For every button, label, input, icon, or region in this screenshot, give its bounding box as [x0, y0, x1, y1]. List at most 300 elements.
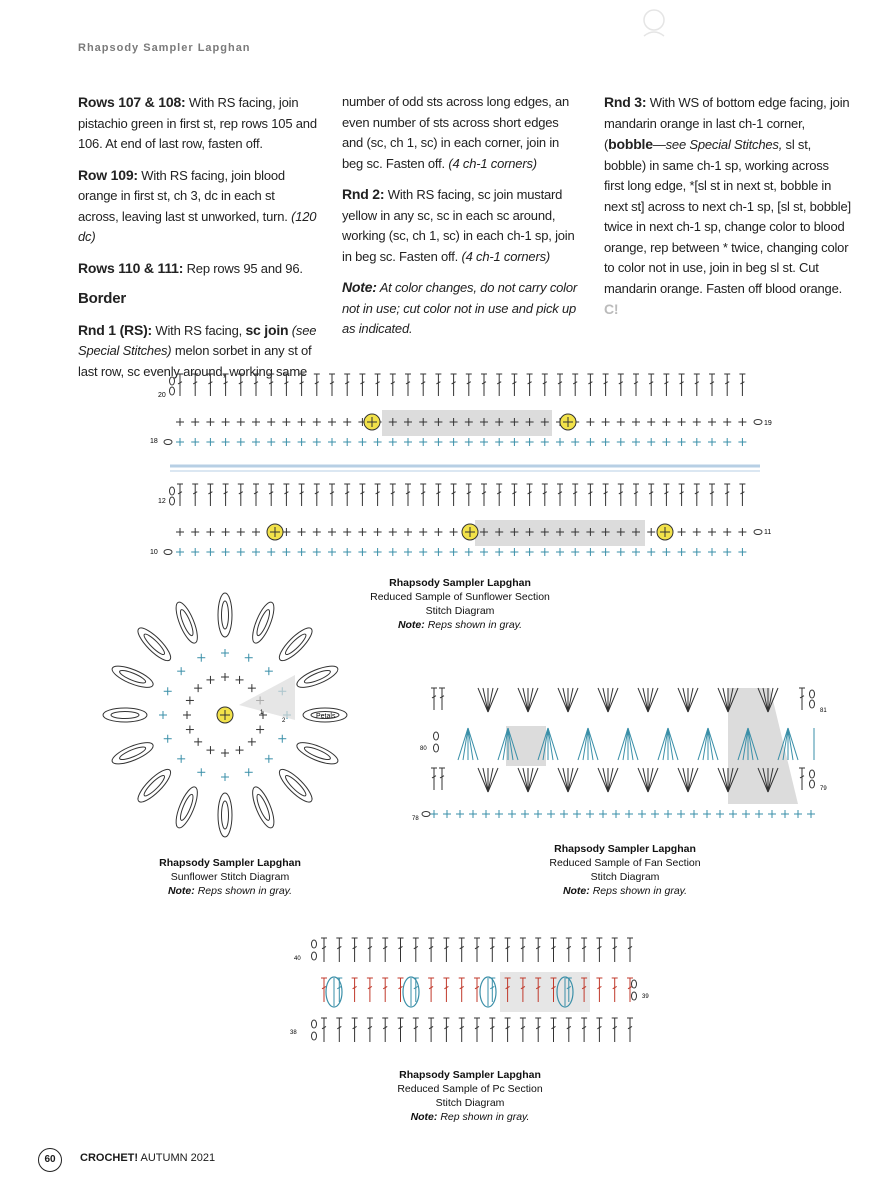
dc-symbol	[321, 1018, 327, 1042]
dc-symbol	[663, 374, 669, 396]
dc-symbol	[405, 484, 411, 506]
sc-symbol	[677, 810, 685, 818]
fan-stitch	[668, 728, 673, 760]
sc-symbol	[617, 418, 625, 426]
chain-symbol	[110, 738, 156, 768]
sc-symbol	[693, 418, 701, 426]
sc-symbol	[176, 438, 184, 446]
dc-symbol	[344, 374, 350, 396]
dc-symbol	[724, 374, 730, 396]
dc-symbol	[428, 978, 434, 1002]
fan-stitch	[708, 728, 718, 760]
dc-symbol	[439, 688, 445, 710]
dc-symbol	[542, 484, 548, 506]
caption-note-label: Note:	[397, 619, 425, 631]
rnd-3-text-b: sl st, bobble) in same ch-1 sp, working across first long edge, *[sl st in next st, bobble in next st] across to next ch-1 sp, [sl st, bobble] twice in next ch-1 sp, change color to blood orange, rep between * twice, changing color to color not in use, join in beg sl st. Cut mandarin orange. Fasten off blood orange.	[604, 137, 851, 296]
sc-symbol	[556, 548, 564, 556]
sc-symbol	[191, 438, 199, 446]
sc-symbol	[191, 528, 199, 536]
chain-symbol	[255, 793, 272, 822]
dc-symbol	[268, 374, 274, 396]
dc-symbol	[238, 484, 244, 506]
sc-symbol	[625, 810, 633, 818]
sc-symbol	[236, 746, 244, 754]
sc-symbol	[495, 438, 503, 446]
dc-symbol	[648, 484, 654, 506]
sc-symbol	[343, 418, 351, 426]
pc-section-caption	[360, 1068, 580, 1124]
chain-symbol	[248, 784, 278, 830]
chain-symbol	[632, 980, 637, 988]
sc-symbol	[708, 528, 716, 536]
chain-symbol	[178, 793, 195, 822]
sc-symbol	[221, 773, 229, 781]
dc-symbol	[352, 978, 358, 1002]
dc-symbol	[709, 484, 715, 506]
chain-symbol	[218, 593, 232, 637]
sc-symbol	[690, 810, 698, 818]
end-mark: C!	[604, 301, 619, 317]
sc-symbol	[586, 438, 594, 446]
caption-title: Rhapsody Sampler Lapghan	[159, 857, 301, 869]
caption-title: Rhapsody Sampler Lapghan	[389, 577, 531, 589]
dc-symbol	[572, 484, 578, 506]
sc-symbol	[807, 810, 815, 818]
chain-symbol	[218, 793, 232, 837]
sc-symbol	[586, 810, 594, 818]
dc-symbol	[709, 374, 715, 396]
sc-symbol	[571, 548, 579, 556]
caption-note-text: Reps shown in gray.	[424, 619, 523, 631]
sc-symbol	[419, 438, 427, 446]
sc-symbol	[298, 548, 306, 556]
dc-symbol	[648, 374, 654, 396]
note-text: At color changes, do not carry color not in use; cut color not in use and pick up as indicated.	[342, 280, 578, 336]
sc-symbol	[738, 418, 746, 426]
fan-stitch	[628, 728, 633, 760]
caption-line3: Stitch Diagram	[435, 1097, 505, 1109]
dc-symbol	[496, 484, 502, 506]
sc-symbol	[662, 548, 670, 556]
dc-symbol	[489, 938, 495, 962]
row-label: 19	[764, 420, 772, 427]
sc-symbol	[419, 528, 427, 536]
chain-symbol	[164, 440, 172, 445]
sc-symbol	[206, 418, 214, 426]
dc-symbol	[192, 484, 198, 506]
chain-symbol	[170, 377, 175, 385]
row-label: 38	[290, 1030, 297, 1036]
chain-symbol	[312, 1020, 317, 1028]
sc-symbol	[248, 684, 256, 692]
dc-symbol	[329, 374, 335, 396]
sc-symbol	[662, 418, 670, 426]
sc-symbol	[252, 528, 260, 536]
dc-symbol	[253, 484, 259, 506]
dc-symbol	[336, 1018, 342, 1042]
dc-symbol	[505, 938, 511, 962]
watermark-logo-icon	[632, 2, 676, 46]
dc-symbol	[596, 938, 602, 962]
row-109-text: With RS facing, join blood orange in first st, ch 3, dc in each st across, leaving last st unworked, turn.	[78, 167, 292, 224]
sc-symbol	[586, 548, 594, 556]
chain-symbol	[810, 780, 815, 788]
dc-symbol	[596, 978, 602, 1002]
sc-symbol	[495, 548, 503, 556]
sc-symbol	[237, 528, 245, 536]
rnd-1-count: (4 ch-1 corners)	[448, 155, 537, 171]
dc-symbol	[443, 1018, 449, 1042]
sc-symbol	[723, 548, 731, 556]
dc-symbol	[451, 374, 457, 396]
chain-symbol	[303, 745, 332, 762]
dc-symbol	[566, 938, 572, 962]
fan-stitch	[558, 688, 568, 712]
dc-symbol	[633, 484, 639, 506]
dc-symbol	[618, 484, 624, 506]
sc-symbol	[508, 810, 516, 818]
dc-symbol	[799, 688, 805, 710]
fan-stitch	[603, 688, 608, 712]
rows-110-111-heading: Rows 110 & 111:	[78, 259, 184, 276]
sc-symbol	[632, 438, 640, 446]
dc-symbol	[382, 938, 388, 962]
fan-stitch	[518, 768, 528, 792]
dc-symbol	[352, 938, 358, 962]
sc-symbol	[526, 548, 534, 556]
sunflower-section-caption	[340, 576, 580, 632]
sc-symbol	[267, 418, 275, 426]
dc-symbol	[627, 1018, 633, 1042]
dc-symbol	[799, 768, 805, 790]
sc-symbol	[313, 438, 321, 446]
dc-symbol	[223, 374, 229, 396]
dc-symbol	[511, 374, 517, 396]
dc-symbol	[367, 1018, 373, 1042]
chain-symbol	[754, 420, 762, 425]
fan-stitch	[683, 688, 688, 712]
sc-symbol	[612, 810, 620, 818]
chain-symbol	[142, 773, 167, 798]
fan-stitch	[608, 688, 618, 712]
chain-symbol	[312, 1032, 317, 1040]
sc-symbol	[521, 810, 529, 818]
sc-symbol	[374, 548, 382, 556]
dc-symbol	[405, 374, 411, 396]
sc-symbol	[191, 548, 199, 556]
sc-symbol	[206, 438, 214, 446]
dc-symbol	[603, 484, 609, 506]
dc-symbol	[511, 484, 517, 506]
dc-symbol	[375, 374, 381, 396]
sc-symbol	[510, 438, 518, 446]
fan-stitch	[483, 768, 488, 792]
sc-symbol	[328, 548, 336, 556]
fan-stitch	[623, 728, 628, 760]
fan-stitch	[723, 768, 728, 792]
caption-note-text: Rep shown in gray.	[437, 1111, 530, 1123]
dc-symbol	[739, 374, 745, 396]
fan-stitch	[718, 768, 728, 792]
sc-symbol	[191, 418, 199, 426]
chain-symbol	[111, 712, 139, 719]
sc-symbol	[556, 438, 564, 446]
sc-symbol	[647, 548, 655, 556]
column-2	[342, 92, 582, 350]
dc-symbol	[633, 374, 639, 396]
sc-symbol	[434, 528, 442, 536]
sc-symbol	[237, 418, 245, 426]
sc-symbol	[510, 548, 518, 556]
sc-symbol	[495, 810, 503, 818]
sc-symbol	[194, 738, 202, 746]
dc-symbol	[443, 978, 449, 1002]
fan-stitch	[568, 688, 578, 712]
sc-symbol	[389, 548, 397, 556]
sc-symbol	[678, 528, 686, 536]
fan-stitch	[463, 728, 468, 760]
sc-symbol	[586, 418, 594, 426]
fan-stitch	[488, 768, 498, 792]
sc-symbol	[164, 687, 172, 695]
sc-symbol	[602, 438, 610, 446]
dc-symbol	[344, 484, 350, 506]
fan-stitch	[678, 688, 688, 712]
fan-stitch	[468, 728, 473, 760]
fan-stitch	[568, 768, 573, 792]
sc-symbol	[282, 528, 290, 536]
column-3	[604, 92, 852, 331]
dc-symbol	[359, 484, 365, 506]
dc-symbol	[557, 374, 563, 396]
fan-stitch	[688, 688, 693, 712]
dc-symbol	[489, 1018, 495, 1042]
fan-stitch	[528, 768, 538, 792]
sc-symbol	[703, 810, 711, 818]
dc-symbol	[207, 374, 213, 396]
dc-symbol	[551, 1018, 557, 1042]
dc-symbol	[459, 938, 465, 962]
note-heading: Note:	[342, 279, 377, 295]
dc-symbol	[587, 484, 593, 506]
dc-symbol	[223, 484, 229, 506]
dc-symbol	[679, 374, 685, 396]
chain-symbol	[294, 662, 340, 692]
caption-line3: Stitch Diagram	[425, 605, 495, 617]
magazine-issue: AUTUMN 2021	[138, 1152, 216, 1164]
sc-symbol	[560, 810, 568, 818]
dc-symbol	[435, 374, 441, 396]
running-header: Rhapsody Sampler Lapghan	[78, 42, 251, 54]
row-label: 12	[158, 498, 166, 505]
sc-symbol	[450, 548, 458, 556]
chain-symbol	[275, 624, 316, 665]
chain-symbol	[118, 745, 147, 762]
row-label: 10	[150, 549, 158, 556]
dc-symbol	[474, 978, 480, 1002]
sc-symbol	[693, 438, 701, 446]
sc-symbol	[278, 735, 286, 743]
row-label: 80	[420, 746, 427, 752]
sc-symbol	[328, 418, 336, 426]
sc-symbol	[693, 528, 701, 536]
dc-symbol	[663, 484, 669, 506]
fan-stitch	[568, 688, 573, 712]
sc-symbol	[781, 810, 789, 818]
dc-symbol	[581, 1018, 587, 1042]
sc-symbol	[252, 418, 260, 426]
fan-stitch	[788, 728, 793, 760]
dc-symbol	[459, 978, 465, 1002]
fan-stitch	[723, 688, 728, 712]
sc-symbol	[638, 810, 646, 818]
dc-symbol	[587, 374, 593, 396]
sc-symbol	[450, 528, 458, 536]
chain-symbol	[434, 744, 439, 752]
dc-symbol	[535, 938, 541, 962]
fan-stitch	[478, 768, 488, 792]
sc-symbol	[252, 548, 260, 556]
sc-symbol	[265, 667, 273, 675]
dc-symbol	[329, 484, 335, 506]
caption-title: Rhapsody Sampler Lapghan	[554, 843, 696, 855]
sc-symbol	[678, 548, 686, 556]
sc-symbol	[647, 438, 655, 446]
sc-symbol	[723, 528, 731, 536]
sc-symbol	[617, 438, 625, 446]
dc-symbol	[527, 484, 533, 506]
sc-symbol	[222, 418, 230, 426]
rows-110-111-text: Rep rows 95 and 96.	[183, 260, 303, 276]
chain-symbol	[118, 668, 147, 685]
fan-stitch	[608, 688, 613, 712]
fan-stitch	[643, 688, 648, 712]
fan-stitch	[523, 688, 528, 712]
sc-symbol	[434, 548, 442, 556]
sc-symbol	[678, 438, 686, 446]
bobble-ref: —see Special Stitches,	[652, 137, 783, 152]
fan-stitch	[688, 688, 698, 712]
sc-symbol	[547, 810, 555, 818]
fan-stitch	[643, 768, 648, 792]
sc-symbol	[221, 673, 229, 681]
fan-stitch	[608, 768, 618, 792]
rnd-1-text-a: With RS facing,	[152, 322, 246, 338]
sc-symbol	[237, 438, 245, 446]
sc-symbol	[469, 810, 477, 818]
sc-symbol	[206, 548, 214, 556]
column-1	[78, 92, 318, 392]
fan-stitch	[638, 768, 648, 792]
rnd-2-text: With RS facing, sc join mustard yellow in any sc, sc in each sc around, working (sc, ch 1, sc) in each ch-1 sp, join in beg sc. Fasten off.	[342, 187, 575, 264]
chain-symbol	[170, 387, 175, 395]
rnd-1-text-b: melon sorbet in any st of last row, sc evenly around, working same	[78, 343, 312, 379]
magazine-footer	[80, 1152, 215, 1164]
rnd-1-heading: Rnd 1 (RS):	[78, 321, 153, 338]
fan-stitch	[698, 728, 708, 760]
caption-note-text: Reps shown in gray.	[589, 885, 688, 897]
fan-stitch	[488, 768, 493, 792]
dc-symbol	[390, 484, 396, 506]
sc-symbol	[573, 810, 581, 818]
fan-stitch	[458, 728, 468, 760]
sc-symbol	[716, 810, 724, 818]
dc-symbol	[413, 938, 419, 962]
caption-note-label: Note:	[167, 885, 195, 897]
fan-stitch	[528, 688, 538, 712]
fan-stitch	[678, 768, 688, 792]
dc-symbol	[253, 374, 259, 396]
sc-symbol	[206, 528, 214, 536]
sc-symbol	[176, 528, 184, 536]
sc-symbol	[723, 438, 731, 446]
dc-symbol	[431, 688, 437, 710]
rep-shading	[239, 675, 295, 720]
fan-stitch	[478, 688, 488, 712]
sc-symbol	[729, 810, 737, 818]
dc-symbol	[612, 1018, 618, 1042]
dc-symbol	[481, 484, 487, 506]
sc-symbol	[678, 418, 686, 426]
chain-symbol	[810, 690, 815, 698]
dc-symbol	[382, 1018, 388, 1042]
fan-stitch	[523, 768, 528, 792]
dc-symbol	[542, 374, 548, 396]
dc-symbol	[283, 374, 289, 396]
sc-symbol	[768, 810, 776, 818]
sc-symbol	[755, 810, 763, 818]
fan-stitch	[718, 688, 728, 712]
sc-symbol	[343, 548, 351, 556]
sc-symbol	[647, 528, 655, 536]
row-label: 78	[412, 816, 419, 822]
dc-symbol	[612, 938, 618, 962]
page-number: 60	[38, 1148, 62, 1172]
dc-symbol	[466, 374, 472, 396]
sc-symbol	[186, 726, 194, 734]
dc-symbol	[551, 938, 557, 962]
caption-note-label: Note:	[410, 1111, 438, 1123]
sc-symbol	[374, 528, 382, 536]
chain-symbol	[255, 608, 272, 637]
sc-symbol	[256, 726, 264, 734]
sc-symbol	[176, 548, 184, 556]
sc-symbol	[632, 418, 640, 426]
sc-symbol	[632, 548, 640, 556]
chain-symbol	[170, 487, 175, 495]
row-label: 40	[294, 956, 301, 962]
dc-symbol	[535, 1018, 541, 1042]
sc-symbol	[159, 711, 167, 719]
sc-symbol	[164, 735, 172, 743]
chain-symbol	[164, 550, 172, 555]
fan-stitch	[588, 728, 598, 760]
sc-symbol	[282, 418, 290, 426]
dc-symbol	[505, 1018, 511, 1042]
sc-symbol	[183, 711, 191, 719]
dc-symbol	[557, 484, 563, 506]
chain-symbol	[110, 662, 156, 692]
chain-symbol	[222, 801, 229, 829]
fan-stitch	[663, 728, 668, 760]
sc-symbol	[221, 749, 229, 757]
fan-stitch	[488, 688, 498, 712]
fan-stitch	[648, 688, 653, 712]
fan-stitch	[688, 768, 698, 792]
chain-symbol	[248, 600, 278, 646]
sunflower-caption	[120, 856, 340, 898]
dc-symbol	[382, 978, 388, 1002]
